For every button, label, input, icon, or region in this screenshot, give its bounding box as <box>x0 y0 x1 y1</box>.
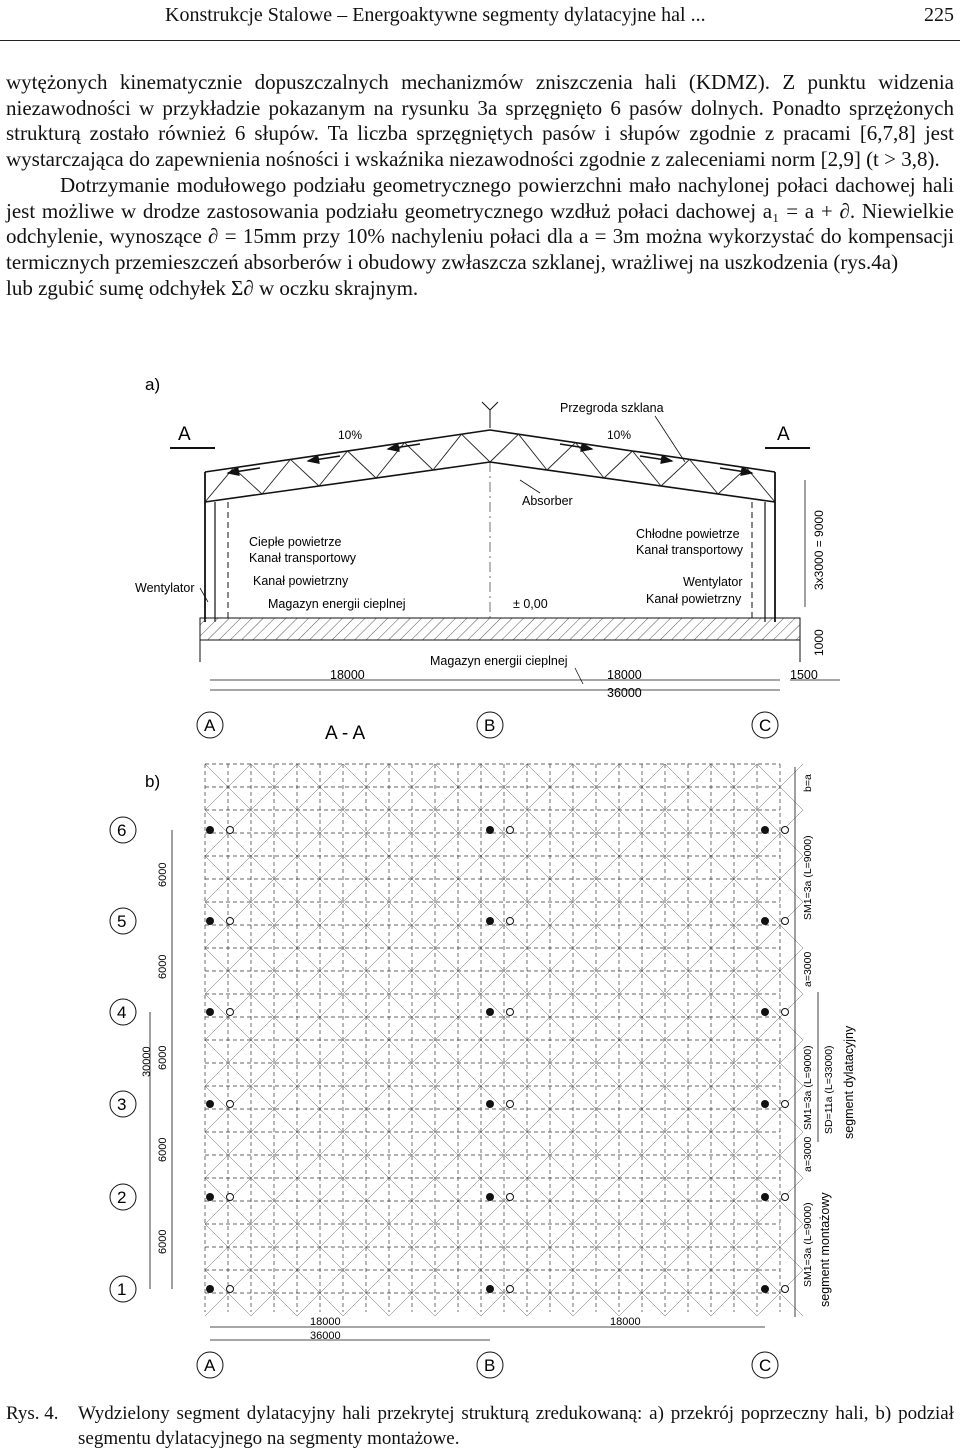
transport-channel-left-label: Kanał transportowy <box>249 551 357 565</box>
axis-c-label-b: C <box>759 1356 772 1375</box>
base-dim-label: 1000 <box>812 629 826 656</box>
column-node <box>486 917 494 925</box>
bottom-dim-left-label: 18000 <box>310 1316 341 1328</box>
column-node-open <box>227 1101 234 1108</box>
column-node-open <box>782 1009 789 1016</box>
truss-diagonal <box>462 434 491 462</box>
figure-drawing <box>0 372 960 1392</box>
truss-diagonal <box>547 443 576 470</box>
truss-diagonal <box>604 451 633 478</box>
absorber-leader <box>520 480 540 493</box>
column-node-open <box>507 1194 514 1201</box>
dim-overhang-label: 1500 <box>790 668 818 682</box>
sm1-middle-label: SM1=3a (L=9000) <box>802 1045 814 1130</box>
paragraph-1: wytężonych kinematycznie dopuszczalnych mechanizmów zniszczenia hali (KDMZ). Z punktu widzenia niezawodności w przykładzie pokazanym na rysunku 3a sprzęgnięto 6 pasów dolnych. Ponadto sprzężonych strukturą zostało również 6 słupów. Ta liczba sprzęgniętych pasów i słupów zgodnie z pracami [6,7,8] jest wystarczająca do zapewnienia nośności i wskaźnika niezawodności zgodnie z zaleceniami norm [2,9] (t > 3,8). <box>6 70 954 172</box>
column-node <box>761 826 769 834</box>
row-5-label: 5 <box>117 912 127 931</box>
sm1-upper-label: SM1=3a (L=9000) <box>802 835 814 920</box>
column-node <box>486 1193 494 1201</box>
row-2-label: 2 <box>117 1188 127 1207</box>
body-text <box>6 70 954 301</box>
dim-total-label: 36000 <box>607 686 642 700</box>
caption-number: Rys. 4. <box>6 1403 59 1424</box>
column-node <box>761 1100 769 1108</box>
a-3000-upper-label: a=3000 <box>802 951 814 987</box>
cold-air-label: Chłodne powietrze <box>636 527 740 541</box>
bottom-dim-right-label: 18000 <box>610 1316 641 1328</box>
bottom-dim-total-label: 36000 <box>310 1330 341 1342</box>
column-node <box>486 1008 494 1016</box>
paragraph-3: lub zgubić sumę odchyłek Σ∂ w oczku skrajnym. <box>6 275 419 300</box>
axis-b-label-a: B <box>484 716 496 735</box>
fan-left-label: Wentylator <box>135 581 195 595</box>
row-4-label: 4 <box>117 1003 127 1022</box>
truss-diagonal <box>348 451 377 478</box>
transport-channel-right-label: Kanał transportowy <box>636 543 744 557</box>
axis-a-label-b: A <box>204 1356 216 1375</box>
truss-diagonal <box>490 434 519 462</box>
total-dim-label: 30000 <box>141 1046 153 1077</box>
bay-dim-4: 6000 <box>157 1137 169 1162</box>
panel-b-label: b) <box>145 772 161 791</box>
heat-storage-lower-label: Magazyn energii cieplnej <box>430 654 568 668</box>
bay-dim-2: 6000 <box>157 954 169 979</box>
row-axes <box>110 817 136 1302</box>
heat-storage-leader <box>575 668 583 684</box>
column-node <box>486 1100 494 1108</box>
column-node-open <box>507 827 514 834</box>
row-6-label: 6 <box>117 821 127 840</box>
column-node <box>206 917 214 925</box>
column-node-open <box>507 1286 514 1293</box>
axis-a-label-a: A <box>204 716 216 735</box>
column-node <box>761 917 769 925</box>
heat-storage-slab <box>200 618 800 640</box>
height-dim-label: 3x3000 = 9000 <box>812 510 826 590</box>
truss-diagonal <box>433 434 462 470</box>
column-node-open <box>227 1286 234 1293</box>
bay-dim-3: 6000 <box>157 1045 169 1070</box>
row-3-label: 3 <box>117 1095 127 1114</box>
plan-nodes <box>206 826 789 1293</box>
column-node <box>206 1100 214 1108</box>
segment-dylatacyjny-label: segment dylatacyjny <box>842 1025 856 1139</box>
slope-right-label: 10% <box>607 428 632 442</box>
absorber-label: Absorber <box>522 494 573 508</box>
truss-diagonal <box>690 459 719 494</box>
truss-diagonal <box>405 443 434 470</box>
ridge-fan-icon <box>482 402 498 428</box>
slope-left-label: 10% <box>338 428 363 442</box>
column-node <box>206 1285 214 1293</box>
page-number: 225 <box>924 4 954 26</box>
dim-left-label: 18000 <box>330 668 365 682</box>
b-eq-a-label: b=a <box>802 774 814 792</box>
glass-partition-label: Przegroda szklana <box>560 401 664 415</box>
caption-text: Wydzielony segment dylatacyjny hali przekrytej strukturą zredukowaną: a) przekrój poprzeczny hali, b) podział segmentu dylatacyjnego na segmenty montażowe. <box>78 1403 954 1449</box>
level-label: ± 0,00 <box>513 597 548 611</box>
truss-diagonal <box>291 459 320 486</box>
column-node <box>761 1285 769 1293</box>
truss-diagonal <box>262 459 291 494</box>
heat-storage-upper-label: Magazyn energii cieplnej <box>268 597 406 611</box>
running-title: Konstrukcje Stalowe – Energoaktywne segmenty dylatacyjne hal ... <box>165 4 706 26</box>
truss-diagonal <box>519 434 548 470</box>
row-1-label: 1 <box>117 1280 127 1299</box>
paragraph-2: Dotrzymanie modułowego podziału geometrycznego powierzchni mało nachylonej połaci dachowej hali jest możliwe w drodze zastosowania podziału geometrycznego wzdłuż połaci dachowej a₁ = a + ∂. Niewielkie odchylenie, wynoszące ∂ = 15mm przy 10% nachyleniu połaci dla a = 3m można wykorzystać do kompensacji termicznych przemieszczeń absorberów i obudowy zwłaszcza szklanej, wrażliwej na uszkodzenia (rys.4a) <box>6 172 954 274</box>
column-node-open <box>782 1194 789 1201</box>
panel-a <box>135 375 840 744</box>
column-node-open <box>227 1009 234 1016</box>
sd-label: SD=11a (L=33000) <box>823 1045 835 1134</box>
axis-b-label-b: B <box>484 1356 496 1375</box>
column-node <box>486 826 494 834</box>
fan-left-leader <box>200 588 208 602</box>
column-node-open <box>227 1194 234 1201</box>
fan-right-label: Wentylator <box>683 575 743 589</box>
truss-diagonal <box>661 459 690 486</box>
column-node-open <box>227 918 234 925</box>
sm1-lower-label: SM1=3a (L=9000) <box>802 1202 814 1287</box>
bay-dim-1: 6000 <box>157 862 169 887</box>
column-node-open <box>507 918 514 925</box>
column-node <box>206 1008 214 1016</box>
column-node-open <box>782 1101 789 1108</box>
air-channel-right-label: Kanał powietrzny <box>646 592 742 606</box>
page-header <box>0 0 960 41</box>
bay-dim-5: 6000 <box>157 1229 169 1254</box>
a-3000-lower-label: a=3000 <box>802 1136 814 1172</box>
column-node <box>761 1008 769 1016</box>
warm-air-label: Ciepłe powietrze <box>249 535 342 549</box>
column-node-open <box>507 1101 514 1108</box>
panel-b <box>110 764 856 1378</box>
column-node-open <box>782 827 789 834</box>
column-node <box>761 1193 769 1201</box>
air-channel-left-label: Kanał powietrzny <box>253 574 349 588</box>
column-node <box>206 826 214 834</box>
section-title: A - A <box>325 723 366 744</box>
section-mark-right: A <box>777 424 790 445</box>
segment-montazowy-label: segment montażowy <box>818 1192 832 1307</box>
column-node-open <box>507 1009 514 1016</box>
dim-right-label: 18000 <box>607 668 642 682</box>
column-node-open <box>782 1286 789 1293</box>
figure-4 <box>0 372 960 1392</box>
column-node <box>486 1285 494 1293</box>
section-mark-left: A <box>178 424 191 445</box>
column-node-open <box>227 827 234 834</box>
panel-a-label: a) <box>145 375 161 394</box>
column-node <box>206 1193 214 1201</box>
column-node-open <box>782 918 789 925</box>
axis-c-label-a: C <box>759 716 772 735</box>
